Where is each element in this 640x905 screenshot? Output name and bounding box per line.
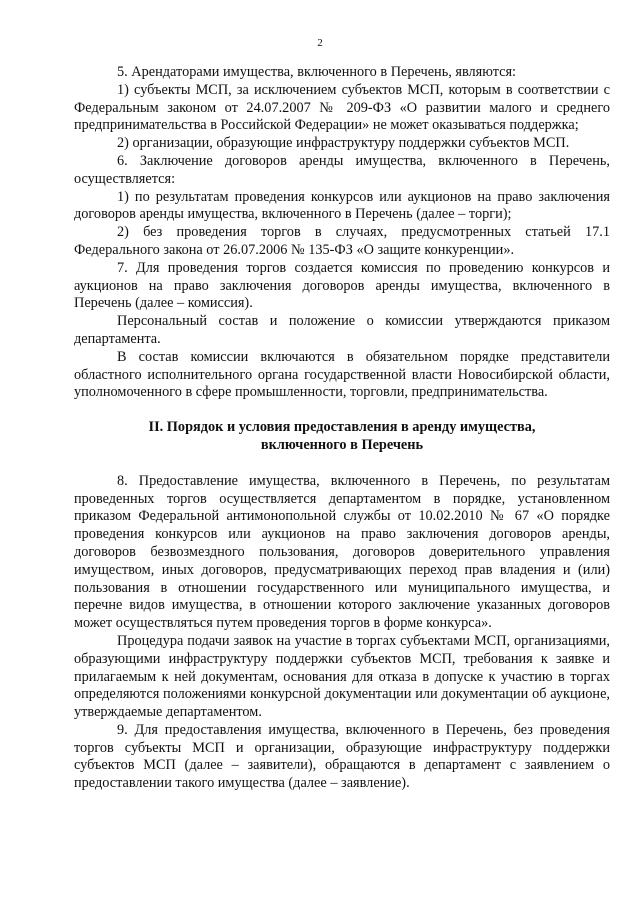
paragraph-item-9: 9. Для предоставления имущества, включенного в Перечень, без проведения торгов субъекты МСП и организации, образующие инфраструктуру поддержки субъектов МСП (далее – заявители), обращаются в департамент с заявлением о предоставлении такого имущества (далее – заявление). [74,721,610,792]
paragraph-item-8: 8. Предоставление имущества, включенного в Перечень, по результатам проведенных торгов осуществляется департаментом в порядке, установленном приказом Федеральной антимонопольной службы от 10.02.2010 № 67 «О порядке проведения конкурсов или аукционов на право заключения договоров аренды, договоров безвозмездного пользования, договоров доверительного управления имуществом, иных договоров, предусматривающих переход прав владения и (или) пользования в отношении государственного или муниципального имущества, и перечне видов имущества, в отношении которого заключение указанных договоров может осуществляться путем проведения торгов в форме конкурса». [74,472,610,632]
paragraph-application-procedure: Процедура подачи заявок на участие в торгах субъектами МСП, организациями, образующими инфраструктуру поддержки субъектов МСП, требования к заявке и прилагаемым к ней документам, основания для отказа в допуске к участию в торгах определяются положениями конкурсной документации или документации об аукционе, утверждаемые департаментом. [74,632,610,721]
paragraph-item-7: 7. Для проведения торгов создается комиссия по проведению конкурсов и аукционов на право заключения договоров аренды имущества, включенного в Перечень (далее – комиссия). [74,259,610,312]
paragraph-item-6-1: 1) по результатам проведения конкурсов или аукционов на право заключения договоров аренды имущества, включенного в Перечень (далее – торги); [74,188,610,223]
paragraph-commission-members: В состав комиссии включаются в обязательном порядке представители областного исполнительного органа государственной власти Новосибирской области, уполномоченного в сфере промышленности, торговли, предпринимательства. [74,348,610,401]
paragraph-item-5-2: 2) организации, образующие инфраструктуру поддержки субъектов МСП. [117,135,570,152]
paragraph-item-6-2: 2) без проведения торгов в случаях, предусмотренных статьей 17.1 Федерального закона от 26.07.2006 № 135-ФЗ «О защите конкуренции». [74,224,610,258]
document-body [74,64,610,793]
paragraph-item-5-1: 1) субъекты МСП, за исключением субъектов МСП, которым в соответствии с Федеральным законом от 24.07.2007 № 209-ФЗ «О развитии малого и среднего предпринимательства в Российской Федерации» не может оказываться поддержка; [74,81,610,134]
paragraph-item-5: 5. Арендаторами имущества, включенного в Перечень, являются: [117,64,517,80]
paragraph-item-6: 6. Заключение договоров аренды имущества, включенного в Перечень, осуществляется: [74,152,610,187]
section-heading: II. Порядок и условия предоставления в аренду имущества, включенного в Перечень [148,419,536,453]
page-number: 2 [317,37,323,49]
paragraph-commission-composition: Персональный состав и положение о комиссии утверждаются приказом департамента. [74,313,610,347]
